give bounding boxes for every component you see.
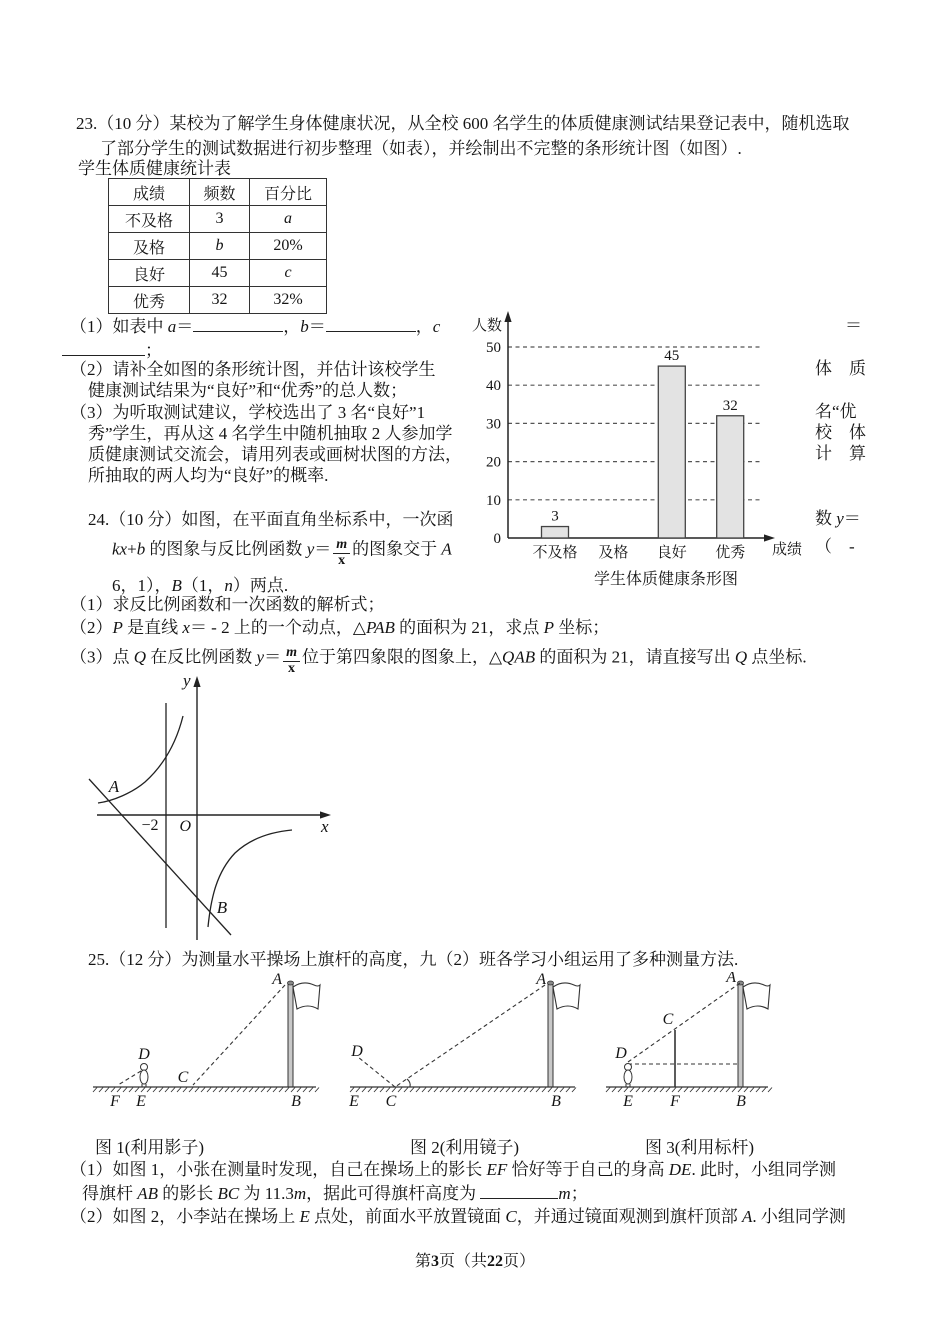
wrap-fragment-2: 体 质: [815, 359, 866, 378]
figure3-caption: 图 3(利用标杆): [645, 1138, 755, 1157]
y-axis-label: y: [183, 672, 191, 690]
answer-blank: [326, 318, 416, 332]
person-head: [141, 1064, 148, 1071]
x-category-label: 优秀: [715, 545, 746, 561]
answer-blank: [193, 318, 283, 332]
col-header-score: 成绩: [109, 179, 190, 206]
label-A: A: [726, 972, 736, 986]
table-cell: 不及格: [109, 206, 190, 233]
flagpole: [738, 984, 743, 1087]
label-D: D: [138, 1046, 150, 1063]
x-axis-arrow: [764, 534, 775, 541]
x-axis-label: x: [321, 817, 329, 836]
health-stats-table: [108, 178, 327, 314]
x-category-label: 不及格: [532, 545, 578, 561]
flagpole-cap: [288, 981, 294, 985]
wrap-fragment-1: ＝: [845, 316, 862, 335]
label-E: E: [349, 1093, 359, 1110]
health-bar-chart: [466, 303, 816, 595]
x-category-label: 良好: [656, 545, 687, 561]
flag: [743, 983, 770, 1009]
table-cell: 良好: [109, 260, 190, 287]
q25-figure3: [600, 972, 850, 1114]
y-tick-label: 20: [486, 454, 501, 471]
flag: [293, 983, 320, 1009]
label-C: C: [662, 1011, 674, 1028]
q23-item3-cont2: 质健康测试交流会，请用列表或画树状图的方法，: [88, 445, 462, 464]
person-head: [625, 1064, 632, 1071]
table-cell: 20%: [250, 233, 327, 260]
sight-line-D-C-A: [628, 983, 740, 1062]
bar-value-label: 32: [722, 397, 738, 414]
col-header-frequency: 频数: [190, 179, 250, 206]
label-D: D: [351, 1043, 363, 1060]
table-cell: 32%: [250, 287, 327, 314]
chart-y-axis-title: 人数: [472, 318, 503, 334]
table-cell: 优秀: [109, 287, 190, 314]
point-b-label: B: [216, 898, 228, 917]
figure2-caption: 图 2(利用镜子): [410, 1138, 520, 1157]
q23-item2-cont: 健康测试结果为“良好”和“优秀”的总人数；: [88, 381, 408, 400]
table-cell: 及格: [109, 233, 190, 260]
table-row: [109, 233, 327, 260]
q24-item1: （1）求反比例函数和一次函数的解析式；: [70, 595, 385, 614]
ground-hatch: [93, 1088, 319, 1093]
sun-ray-D-F: [118, 1071, 141, 1085]
y-tick-label: 50: [486, 340, 501, 356]
bar-不及格: [542, 527, 569, 538]
x-category-label: 及格: [598, 545, 629, 561]
q23-item3: （3）为听取测试建议，学校选出了 3 名“良好”1: [70, 403, 426, 422]
q23-item3-cont1: 秀”学生，再从这 4 名学生中随机抽取 2 人参加学: [88, 424, 453, 443]
label-F: F: [670, 1093, 680, 1110]
table-cell: b: [190, 233, 250, 260]
q24-item2: （2）P 是直线 x＝ - 2 上的一个动点，△PAB 的面积为 21，求点 P 坐标；: [70, 618, 610, 637]
flag: [553, 983, 580, 1009]
point-a-label: A: [108, 777, 120, 796]
ground-hatch: [350, 1088, 576, 1093]
table-row: [109, 287, 327, 314]
y-axis-arrow: [193, 676, 200, 687]
chart-x-axis-title: 成绩: [772, 542, 803, 558]
fraction: $\frac{m}{x}$: [283, 646, 300, 676]
q24-line3: 6，1），B（1，n）两点.: [112, 576, 289, 595]
label-B: B: [736, 1093, 746, 1110]
wrap-fragment-6: 数 y＝: [815, 509, 861, 528]
person-body: [140, 1070, 148, 1084]
origin-label: O: [179, 818, 191, 835]
minus-2-label: −2: [141, 817, 159, 834]
y-tick-label: 40: [486, 378, 501, 395]
q23-line2: 了部分学生的测试数据进行初步整理（如表），并绘制出不完整的条形统计图（如图）.: [100, 139, 742, 158]
chart-title: 学生体质健康条形图: [593, 571, 739, 588]
q23-item2: （2）请补全如图的条形统计图，并估计该校学生: [70, 360, 436, 379]
bar-良好: [658, 366, 685, 538]
bar-value-label: 3: [551, 508, 559, 525]
q23-item1-cont: ；: [62, 341, 162, 361]
table-row: [109, 260, 327, 287]
fraction: $\frac{m}{x}$: [333, 538, 350, 568]
flagpole-cap: [548, 981, 554, 985]
q25-item2: （2）如图 2，小李站在操场上 E 点处，前面水平放置镜面 C，并通过镜面观测到旗杆顶部 A. 小组同学测: [70, 1207, 846, 1226]
label-F: F: [110, 1093, 120, 1110]
table-body: [109, 206, 327, 314]
table-header-row: [109, 179, 327, 206]
person-body: [624, 1070, 632, 1084]
bar-value-label: 45: [664, 348, 680, 365]
q24-line1: 24.（10 分）如图，在平面直角坐标系中，一次函: [88, 510, 454, 529]
q25-item1: （1）如图 1，小张在测量时发现，自己在操场上的影长 EF 恰好等于自己的身高 DE. 此时，小组同学测: [70, 1160, 836, 1179]
flagpole: [548, 984, 553, 1087]
table-cell: 32: [190, 287, 250, 314]
label-C: C: [177, 1069, 189, 1086]
table-cell: c: [250, 260, 327, 287]
q24-function-graph: [85, 672, 347, 947]
page-footer: 第3页（共22页）: [414, 1253, 536, 1270]
label-D: D: [615, 1045, 627, 1062]
label-A: A: [272, 972, 282, 988]
label-E: E: [136, 1093, 146, 1110]
q23-item1: （1）如表中 a＝ ，b＝ ，c: [70, 317, 441, 336]
q23-line1: 23.（10 分）某校为了解学生身体健康状况，从全校 600 名学生的体质健康测试结果登记表中，随机选取: [76, 114, 850, 133]
label-E: E: [623, 1093, 633, 1110]
y-tick-label: 30: [486, 416, 501, 433]
figure1-caption: 图 1(利用影子): [95, 1138, 205, 1157]
y-axis-arrow: [504, 311, 511, 322]
label-B: B: [551, 1093, 561, 1110]
answer-blank: [480, 1185, 558, 1199]
table-cell: 3: [190, 206, 250, 233]
y-tick-label: 10: [486, 492, 501, 509]
sight-line-C-D: [358, 1057, 395, 1087]
wrap-fragment-4: 校 体: [815, 423, 866, 442]
angle-arc: [407, 1079, 410, 1087]
label-A: A: [536, 972, 546, 988]
label-B: B: [291, 1093, 301, 1110]
label-C: C: [385, 1093, 397, 1110]
sight-line-A-C: [395, 985, 545, 1087]
table-cell: 45: [190, 260, 250, 287]
table-row: [109, 206, 327, 233]
wrap-fragment-3: 名“优: [815, 402, 857, 421]
sun-ray-A-C: [193, 985, 285, 1085]
answer-blank: [62, 342, 145, 356]
q25-figure1: [88, 972, 338, 1114]
q25-intro: 25.（12 分）为测量水平操场上旗杆的高度，九（2）班各学习小组运用了多种测量方法.: [88, 950, 739, 969]
col-header-percent: 百分比: [250, 179, 327, 206]
q23-item3-cont3: 所抽取的两人均为“良好”的概率.: [88, 466, 329, 485]
q25-figure2: [345, 972, 590, 1114]
y-tick-label: 0: [493, 531, 501, 547]
wrap-fragment-7: （ -: [815, 537, 855, 556]
flagpole: [288, 984, 293, 1087]
ground-hatch: [606, 1088, 772, 1093]
q24-line2: kx+b 的图象与反比例函数 y＝ $\frac{m}{x}$ 的图象交于 A: [112, 537, 452, 568]
q24-item3: （3）点 Q 在反比例函数 y＝ $\frac{m}{x}$ 位于第四象限的图象上，△QAB 的面积为 21，请直接写出 Q 点坐标.: [70, 645, 807, 676]
q23-table-title: 学生体质健康统计表: [78, 159, 231, 178]
q25-item1-cont: 得旗杆 AB 的影长 BC 为 11.3m，据此可得旗杆高度为 m；: [82, 1184, 588, 1203]
bar-优秀: [717, 416, 744, 538]
wrap-fragment-5: 计 算: [815, 444, 866, 463]
table-cell: a: [250, 206, 327, 233]
